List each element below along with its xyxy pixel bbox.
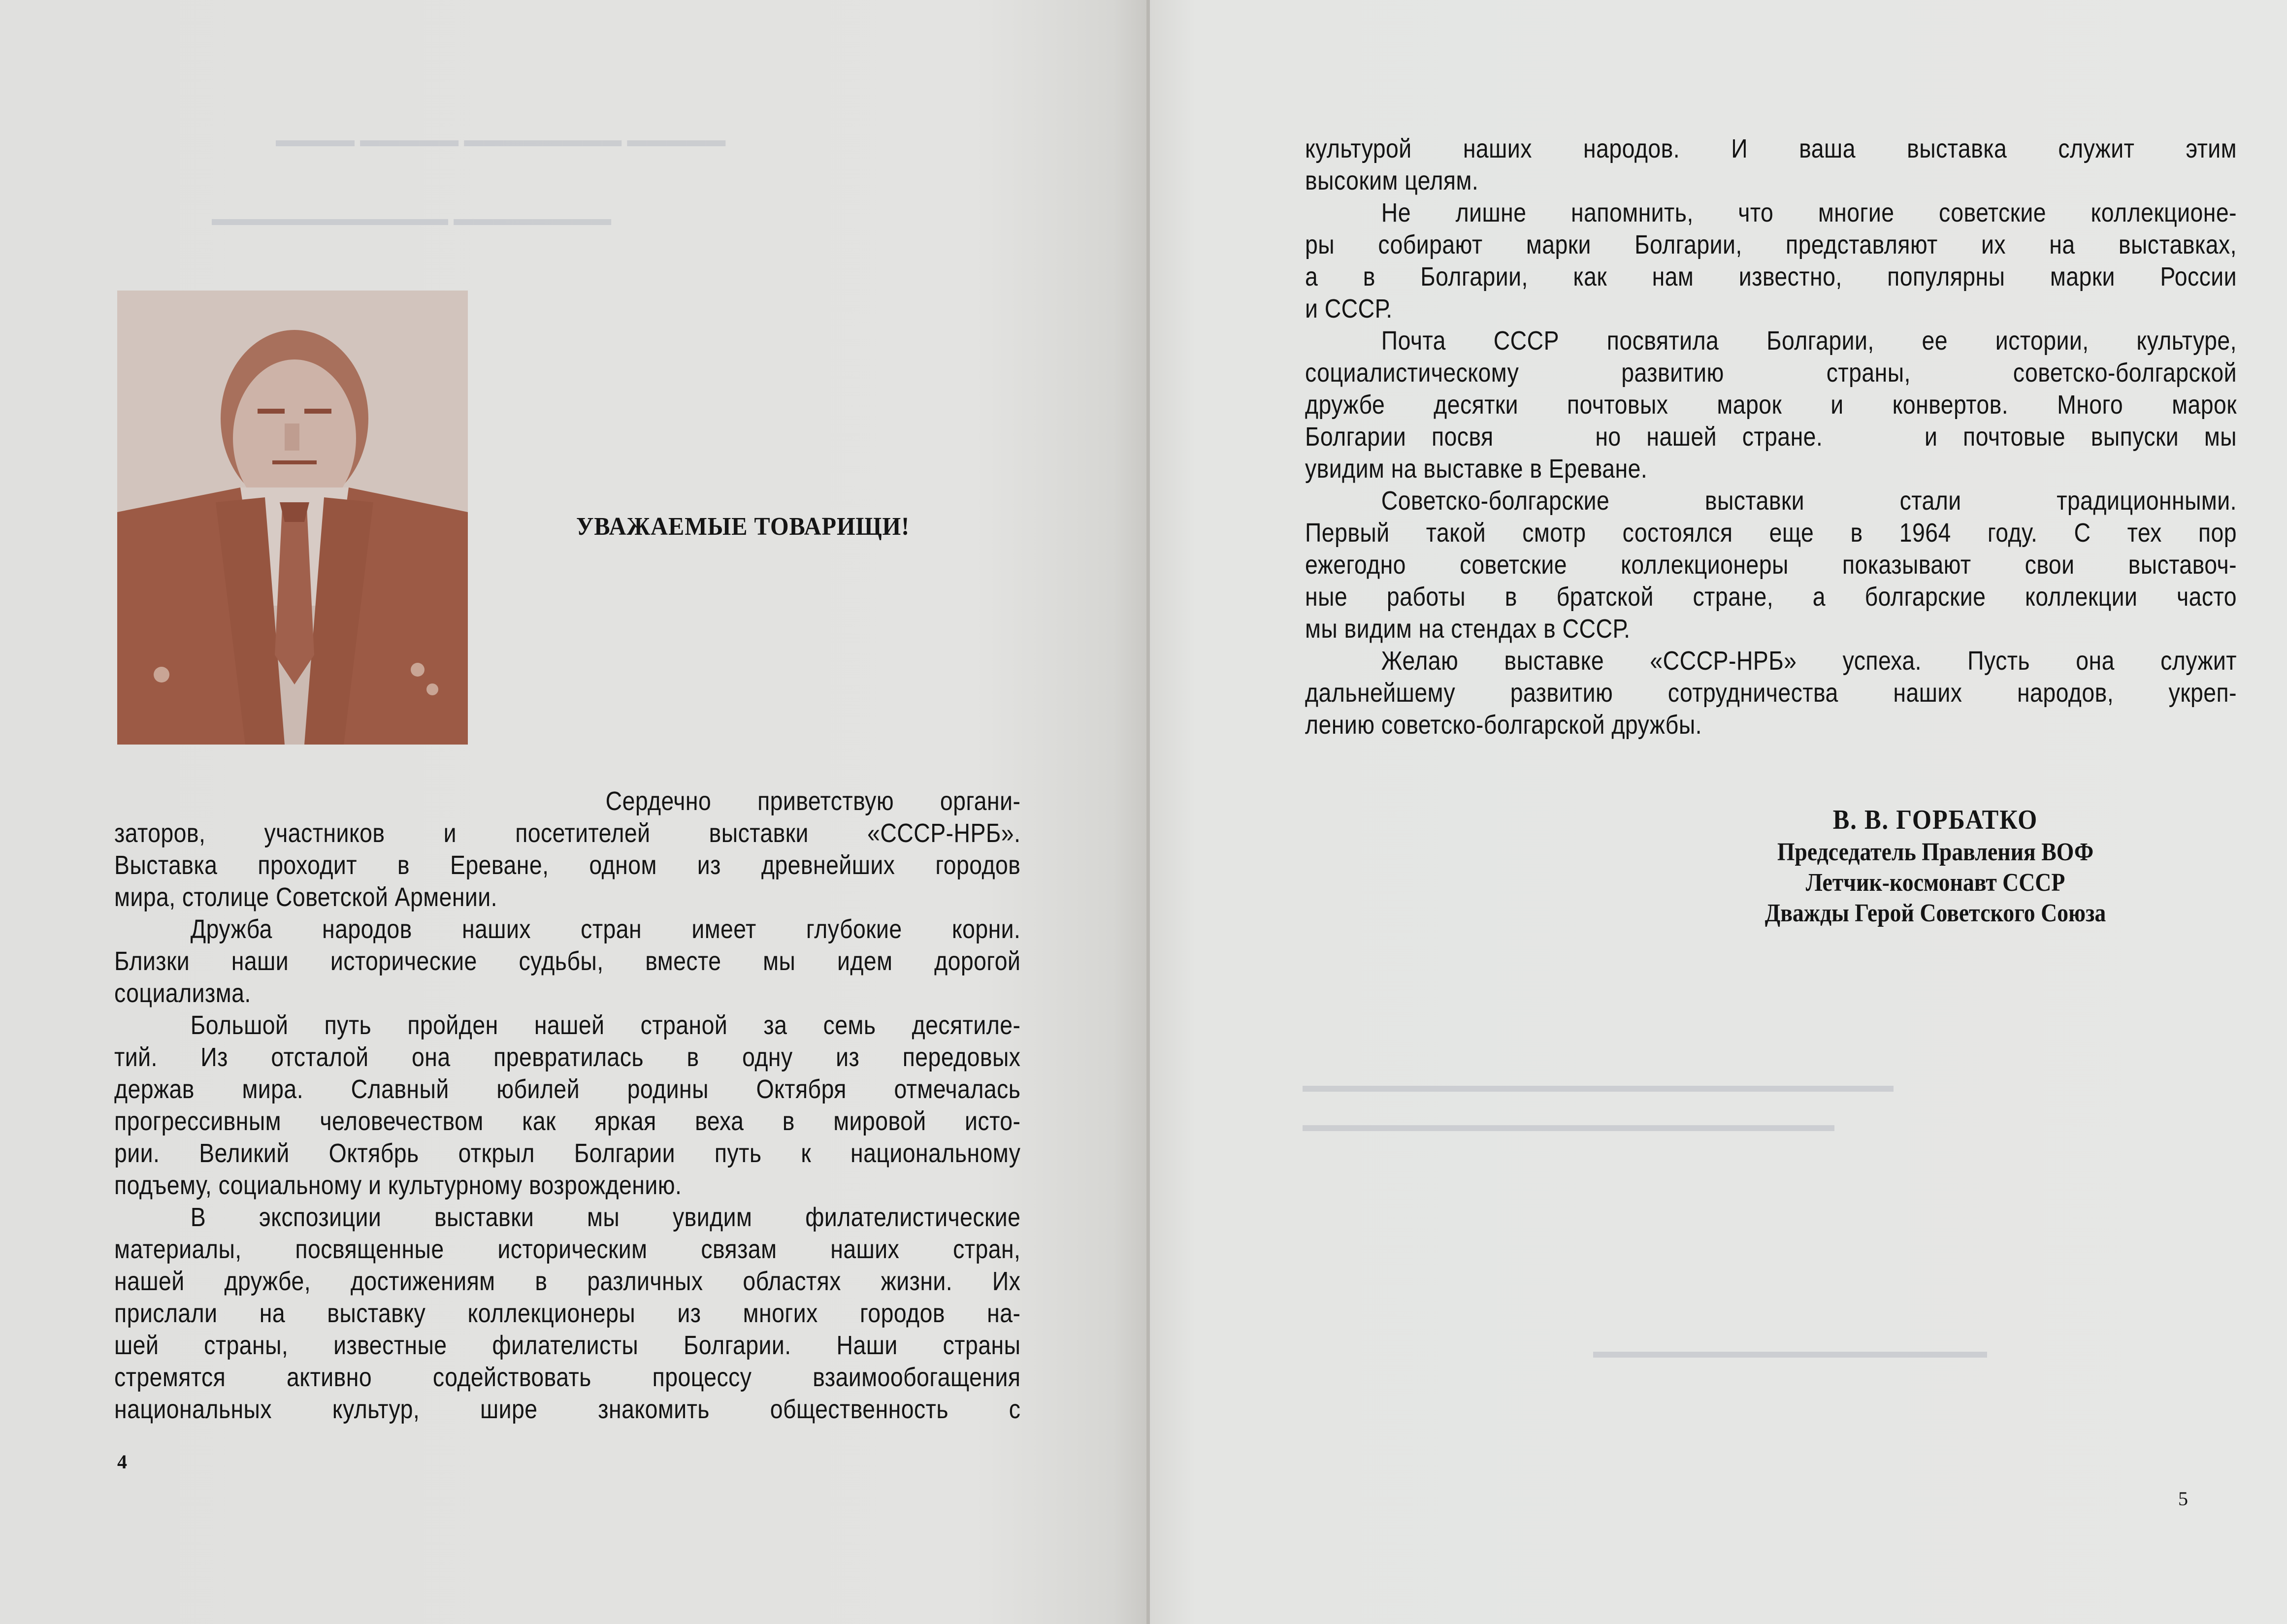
text-line: подъему, социальному и культурному возрождению.: [114, 1170, 682, 1200]
text-line: тий. Из отсталой она превратилась в одну из передовых: [114, 1042, 1021, 1072]
text-line: прогрессивным человечеством как яркая веха в мировой исто-: [114, 1106, 1021, 1136]
show-through-text: ▬▬▬▬▬▬▬▬▬▬▬▬▬▬▬▬▬▬▬▬▬▬▬▬▬▬▬▬▬▬: [1303, 1074, 1894, 1096]
text-line: Большой путь пройден нашей страной за семь десятиле-: [190, 1010, 1021, 1040]
show-through-text: ▬▬▬▬▬▬▬▬▬▬▬▬▬▬▬▬▬▬▬▬▬▬▬▬▬▬▬: [1303, 1114, 1834, 1136]
text-line: и СССР.: [1305, 294, 1393, 324]
text-line: ежегодно советские коллекционеры показывают свои выставоч-: [1305, 550, 2237, 580]
text-line: социалистическому развитию страны, советско-болгарской: [1305, 358, 2237, 388]
text-line: шей страны, известные филателисты Болгарии. Наши страны: [114, 1331, 1021, 1360]
text-line: Близки наши исторические судьбы, вместе мы идем дорогой: [114, 946, 1021, 976]
text-line: Не лишне напомнить, что многие советские коллекционе-: [1381, 198, 2237, 227]
text-line: заторов, участников и посетителей выставки «СССР-НРБ».: [114, 818, 1021, 848]
show-through-text: ▬▬▬▬▬▬▬▬▬▬▬▬ ▬▬▬▬▬▬▬▬: [212, 208, 612, 229]
text-line: держав мира. Славный юбилей родины Октября отмечалась: [114, 1074, 1021, 1104]
signatory-title: Летчик-космонавт СССР: [1805, 869, 2065, 897]
text-line: Сердечно приветствую органи-: [605, 786, 1021, 816]
text-line: ры собирают марки Болгарии, представляют их на выставках,: [1305, 230, 2237, 260]
page-number-left: 4: [117, 1451, 127, 1473]
text-line: стремятся активно содействовать процессу взаимообогащения: [114, 1363, 1021, 1392]
text-line: мира, столице Советской Армении.: [114, 882, 497, 912]
signature-block: [1665, 803, 2206, 929]
signatory-name: В. В. ГОРБАТКО: [1832, 805, 2038, 835]
text-line: увидим на выставке в Ереване.: [1305, 454, 1648, 484]
text-line: социализма.: [114, 978, 251, 1008]
text-line: дальнейшему развитию сотрудничества наших народов, укреп-: [1305, 678, 2237, 708]
text-line: Советско-болгарские выставки стали традиционными.: [1381, 486, 2237, 516]
text-line: Дружба народов наших стран имеет глубокие корни.: [190, 914, 1021, 944]
text-line: ные работы в братской стране, а болгарские коллекции часто: [1305, 582, 2237, 612]
page-heading: УВАЖАЕМЫЕ ТОВАРИЩИ!: [576, 513, 910, 541]
text-line: Желаю выставке «СССР-НРБ» успеха. Пусть она служит: [1381, 646, 2237, 676]
text-line: высоким целям.: [1305, 166, 1479, 195]
page-number-right: 5: [2178, 1488, 2188, 1510]
signatory-title: Дважды Герой Советского Союза: [1764, 899, 2106, 927]
right-body-text: [1305, 133, 2237, 741]
show-through-text: ▬▬▬▬▬▬▬▬▬▬▬▬▬▬▬▬▬▬▬▬: [1593, 1340, 1987, 1362]
text-line: материалы, посвященные историческим связам наших стран,: [114, 1234, 1021, 1264]
text-line: культурой наших народов. И ваша выставка служит этим: [1305, 134, 2237, 163]
text-line: Почта СССР посвятила Болгарии, ее истории, культуре,: [1381, 326, 2237, 356]
text-line: лению советско-болгарской дружбы.: [1305, 710, 1702, 740]
signatory-title: Председатель Правления ВОФ: [1777, 838, 2094, 866]
portrait-photo: [117, 291, 468, 745]
text-line: национальных культур, шире знакомить общественность с: [114, 1395, 1021, 1424]
text-line: рии. Великий Октябрь открыл Болгарии путь к национальному: [114, 1138, 1021, 1168]
text-line: а в Болгарии, как нам известно, популярны марки России: [1305, 262, 2237, 292]
text-line: В экспозиции выставки мы увидим филателистические: [190, 1202, 1021, 1232]
portrait-image: [117, 291, 468, 745]
show-through-text: ▬▬▬▬ ▬▬▬▬▬ ▬▬▬▬▬▬▬▬ ▬▬▬▬▬: [276, 129, 726, 151]
left-body-text: [114, 785, 1020, 1426]
text-line: прислали на выставку коллекционеры из многих городов на-: [114, 1299, 1021, 1328]
text-line: нашей дружбе, достижениям в различных областях жизни. Их: [114, 1267, 1021, 1296]
text-line: мы видим на стендах в СССР.: [1305, 614, 1631, 644]
text-line: дружбе десятки почтовых марок и конвертов. Много марок: [1305, 390, 2237, 420]
text-line: Выставка проходит в Ереване, одном из древнейших городов: [114, 850, 1021, 880]
text-line: Первый такой смотр состоялся еще в 1964 году. С тех пор: [1305, 518, 2237, 548]
text-line: Болгарии посвя но нашей стране. и почтовые выпуски мы: [1305, 422, 2237, 452]
